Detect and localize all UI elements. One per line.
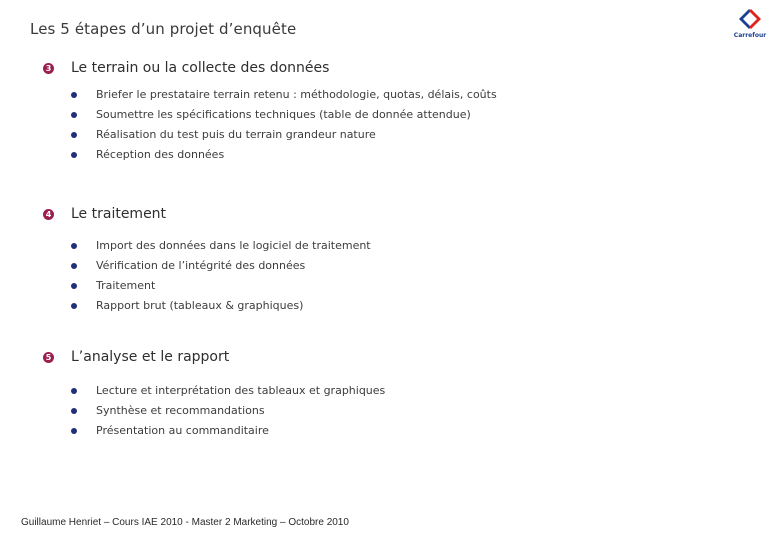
section-heading (43, 60, 329, 76)
bullet-icon (71, 152, 77, 158)
section-heading (43, 206, 166, 222)
list-item (71, 279, 155, 292)
slide-title: Les 5 étapes d’un projet d’enquête (30, 20, 297, 38)
bullet-icon (71, 112, 77, 118)
list-item (71, 299, 303, 312)
step-number-badge: 3 (43, 63, 54, 74)
list-item (71, 424, 269, 437)
list-item-text: Traitement (96, 279, 156, 292)
section-title: L’analyse et le rapport (71, 349, 230, 365)
logo-wordmark: Carrefour (733, 32, 767, 39)
list-item (71, 384, 385, 397)
list-item (71, 259, 305, 272)
list-item (71, 148, 224, 161)
slide-footer: Guillaume Henriet – Cours IAE 2010 - Master 2 Marketing – Octobre 2010 (21, 517, 349, 528)
list-item-text: Lecture et interprétation des tableaux et graphiques (96, 384, 386, 397)
list-item-text: Synthèse et recommandations (96, 404, 265, 417)
step-number-badge: 5 (43, 352, 54, 363)
list-item (71, 404, 265, 417)
list-item-text: Présentation au commanditaire (96, 424, 269, 437)
bullet-icon (71, 303, 77, 309)
list-item (71, 108, 471, 121)
list-item (71, 128, 376, 141)
bullet-icon (71, 132, 77, 138)
section-heading (43, 349, 229, 365)
bullet-icon (71, 408, 77, 414)
carrefour-logo (729, 8, 771, 42)
section-title: Le traitement (71, 206, 167, 222)
list-item-text: Import des données dans le logiciel de traitement (96, 239, 371, 252)
bullet-icon (71, 388, 77, 394)
list-item-text: Briefer le prestataire terrain retenu : méthodologie, quotas, délais, coûts (96, 88, 497, 101)
list-item-text: Vérification de l’intégrité des données (96, 259, 306, 272)
section-title: Le terrain ou la collecte des données (71, 60, 330, 76)
bullet-icon (71, 283, 77, 289)
step-number-badge: 4 (43, 209, 54, 220)
carrefour-logo-icon (736, 8, 764, 30)
bullet-icon (71, 428, 77, 434)
bullet-icon (71, 243, 77, 249)
bullet-icon (71, 263, 77, 269)
bullet-icon (71, 92, 77, 98)
list-item-text: Rapport brut (tableaux & graphiques) (96, 299, 304, 312)
list-item (71, 88, 497, 101)
list-item (71, 239, 371, 252)
list-item-text: Réalisation du test puis du terrain grandeur nature (96, 128, 376, 141)
list-item-text: Réception des données (96, 148, 225, 161)
list-item-text: Soumettre les spécifications techniques (table de donnée attendue) (96, 108, 471, 121)
